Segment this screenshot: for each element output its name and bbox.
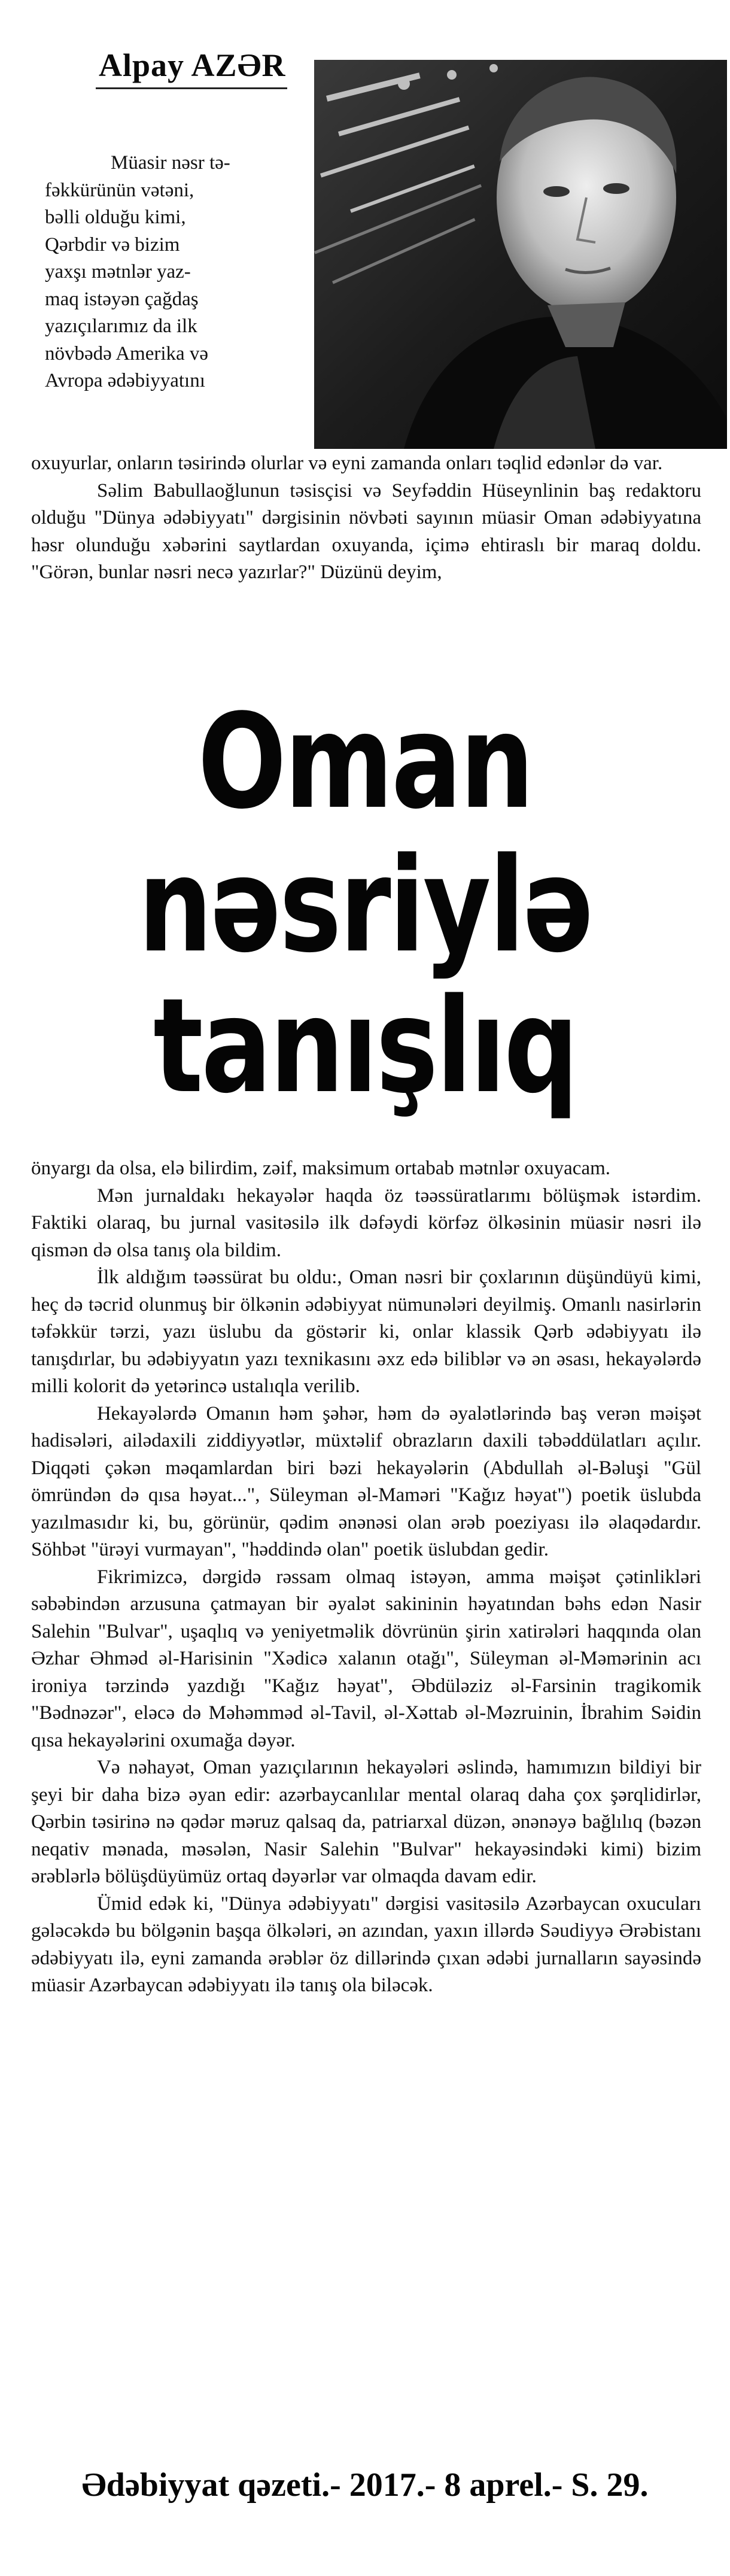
paragraph: Və nəhayət, Oman yazıçılarının hekayələri əslində, hamımızın bildiyi bir şeyi bir daha bizə əyan edir: azərbaycanlılar mental olaraq daha çox şərqlidirlər, Qərbin təsirinə nə qədər məruz qalsaq da, patriarxal düzən, ənənəyə bağlılıq (bəzən neqativ mənada, məsələn, Nasir Salehin "Bulvar" hekayəsindəki kimi) bizim ərəblərlə bölüşdüyümüz ortaq dəyərlər var olmaqda davam edir. — [31, 1757, 701, 1887]
intro-line: növbədə Amerika və — [45, 342, 209, 364]
intro-line: fəkkürünün vətəni, — [45, 179, 194, 201]
paragraph: Hekayələrdə Omanın həm şəhər, həm də əyalətlərində baş verən məişət hadisələri, ailədaxili ziddiyyətlər, müxtəlif obrazların daxili təbəddülatları açılır. Diqqəti çəkən məqamlardan biri bəzi hekayələrin (Abdullah əl-Bəluşi "Gül ömründən də qısa həyat...", Süleyman əl-Maməri "Kağız həyat") poetik üslubda yazılmasıdır ki, bu, görünür, qədim ənənəsi olan ərəb poeziyası ilə əlaqədardır. Söhbət "ürəyi vurmayan", "həddində olan" poetik üslubdan gedir. — [31, 1402, 701, 1560]
headline-line-2: nəsriylə — [138, 830, 592, 982]
intro-line: yaxşı mətnlər yaz- — [45, 261, 191, 282]
paragraph: önyargı da olsa, elə bilirdim, zəif, maksimum ortabab mətnlər oxuyacam. — [31, 1158, 611, 1179]
headline-line-3: tanışlıq — [153, 971, 577, 1122]
paragraph: İlk aldığım təəssürat bu oldu:, Oman nəsri bir çoxlarının düşündüyü kimi, heç də təcrid olunmuş bir ölkənin ədəbiyyat nümunələri deyilmiş. Omanlı nasirlərin təfəkkür tərzi, yazı üslubu da göstərir ki, onlar klassik Qərb ədəbiyyatı ilə tanışdırlar, bu ədəbiyyatın yazı texnikasını əxz edə biliblər və ən əsası, hekayələrdə milli kolorit də yetərincə ustalıqla verilib. — [31, 1266, 701, 1397]
intro-line: yazıçılarımız da ilk — [45, 315, 197, 337]
intro-line: Müasir nəsr tə- — [111, 152, 230, 174]
intro-column — [45, 150, 314, 395]
author-photo — [314, 60, 727, 449]
paragraph: Səlim Babullaoğlunun təsisçisi və Seyfəddin Hüseynlinin baş redaktoru olduğu "Dünya ədəbiyyatı" dərgisinin növbəti sayının müasir Oman ədəbiyyatına həsr olunduğu xəbərini saytlardan oxuyanda, içimə ehtiraslı bir maraq doldu. "Görən, bunlar nəsri necə yazırlar?" Düzünü deyim, — [31, 479, 701, 583]
intro-line: bəlli olduğu kimi, — [45, 206, 186, 228]
paragraph: Ümid edək ki, "Dünya ədəbiyyatı" dərgisi vasitəsilə Azərbaycan oxucuları gələcəkdə bu bölgənin başqa ölkələri, ən azından, yaxın illərdə Səudiyyə Ərəbistanı ədəbiyyatı ilə, eyni zamanda ərəblər öz dillərində çıxan ədəbi jurnalların sayəsində müasir Azərbaycan ədəbiyyatı ilə tanış ola biləcək. — [31, 1892, 701, 1996]
paragraph: Fikrimizcə, dərgidə rəssam olmaq istəyən, amma məişət çətinlikləri səbəbindən arzusuna çatmayan bir əyalət sakininin həyatından bəhs edən Nasir Salehin "Bulvar", uşaqlıq və yeniyetməlik dövrünün şirin xatirələri haqqında olan Əzhar Əhməd əl-Harisinin "Xədicə xalanın otağı", Süleyman əl-Məmərinin acı ironiya tərzində yazdığı "Kağız həyat", Əbdüləziz əl-Farsinin tragikomik "Bədnəzər", eləcə də Məhəmməd əl-Tavil, əl-Xəttab əl-Məzruinin, İbrahim Səidin qısa hekayələrini oxumağa dəyər. — [31, 1566, 701, 1751]
intro-continuation — [31, 450, 701, 587]
intro-line: Avropa ədəbiyyatını — [45, 370, 205, 391]
article-body — [31, 1155, 701, 2000]
author-underline — [96, 87, 287, 89]
intro-line: maq istəyən çağdaş — [45, 288, 199, 310]
headline-line-1: Oman — [197, 686, 533, 838]
intro-line: Qərbdir və bizim — [45, 233, 180, 256]
source-citation: Ədəbiyyat qəzeti.- 2017.- 8 aprel.- S. 29. — [81, 2466, 649, 2504]
intro-paragraph-end: oxuyurlar, onların təsirində olurlar və eyni zamanda onları təqlid edənlər də var. — [31, 452, 663, 474]
author-name: Alpay AZƏR — [99, 47, 286, 83]
paragraph: Mən jurnaldakı hekayələr haqda öz təəssüratlarımı bölüşmək istərdim. Faktiki olaraq, bu jurnal vasitəsilə ilk dəfəydi körfəz ölkəsinin müasir nəsri ilə qismən də olsa tanış ola bildim. — [31, 1184, 701, 1261]
